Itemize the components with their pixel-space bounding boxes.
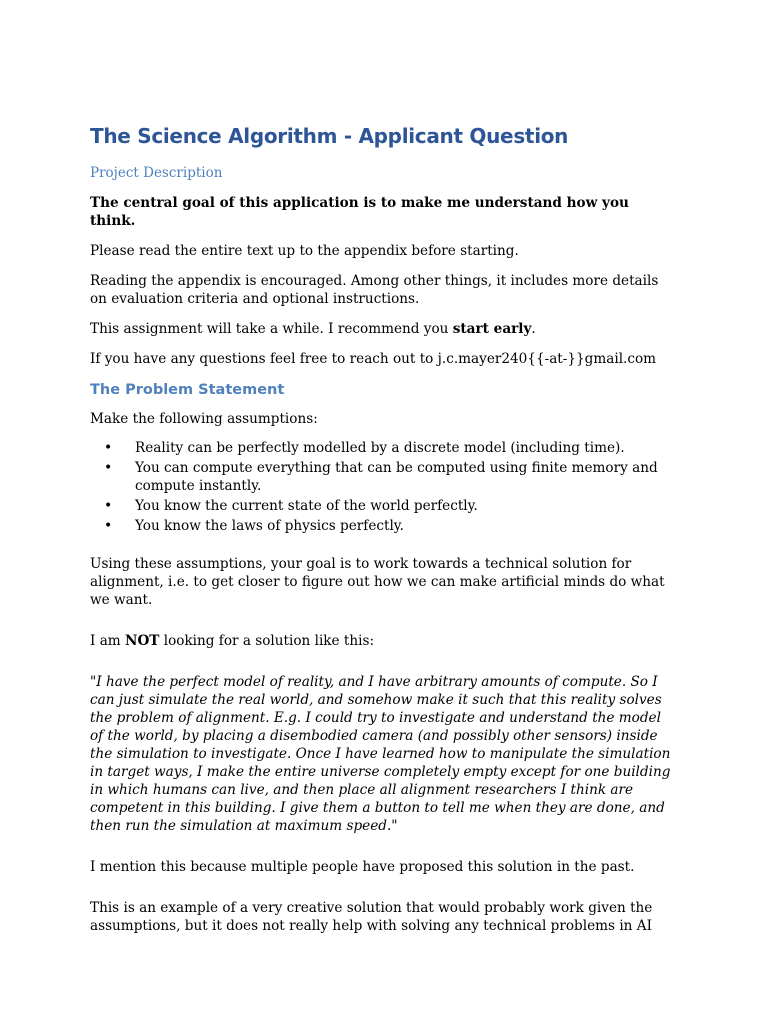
document-title: The Science Algorithm - Applicant Question [90, 124, 569, 148]
problem-statement-heading: The Problem Statement [90, 382, 285, 398]
document-body [90, 124, 675, 935]
not-text-pre: I am [90, 633, 126, 649]
assignment-paragraph [90, 320, 675, 338]
not-looking-paragraph [90, 632, 675, 650]
read-entire-paragraph: Please read the entire text up to the appendix before starting. [90, 243, 519, 259]
assumptions-list [90, 439, 675, 535]
list-item: • You know the laws of physics perfectly. [90, 517, 675, 535]
contact-paragraph: If you have any questions feel free to reach out to j.c.mayer240{{-at-}}gmail.com [90, 351, 657, 367]
start-early-emphasis: start early [452, 321, 532, 337]
example-paragraph: This is an example of a very creative solution that would probably work given the assumptions, but it does not really help with solving any technical problems in AI [90, 900, 653, 934]
list-item: • Reality can be perfectly modelled by a discrete model (including time). [90, 439, 675, 457]
not-emphasis: NOT [125, 633, 160, 649]
example-quote: "I have the perfect model of reality, and I have arbitrary amounts of compute. So I can just simulate the real world, and somehow make it such that this reality solves the problem of alignment. E.g. I could try to investigate and understand the model of the world, by placing a disembodied camera (and possibly other sensors) inside the simulation to investigate. Once I have learned how to manipulate the simulation in target ways, I make the entire universe completely empty except for one building in which humans can live, and then place all alignment researchers I think are competent in this building. I give them a button to tell me when they are done, and then run the simulation at maximum speed." [90, 674, 671, 834]
assignment-text-post: . [531, 321, 536, 337]
mention-paragraph: I mention this because multiple people have proposed this solution in the past. [90, 859, 635, 875]
goal-paragraph: Using these assumptions, your goal is to work towards a technical solution for alignment, i.e. to get closer to figure out how we can make artificial minds do what we want. [90, 556, 665, 608]
assignment-text-pre: This assignment will take a while. I recommend you [90, 321, 453, 337]
list-item: • You know the current state of the world perfectly. [90, 497, 675, 515]
not-text-post: looking for a solution like this: [159, 633, 375, 649]
list-item: • You can compute everything that can be computed using finite memory and compute instantly. [90, 459, 675, 495]
document-subtitle: Project Description [90, 165, 223, 181]
appendix-paragraph: Reading the appendix is encouraged. Among other things, it includes more details on evaluation criteria and optional instructions. [90, 273, 659, 307]
assumptions-intro: Make the following assumptions: [90, 411, 318, 427]
central-goal-paragraph: The central goal of this application is to make me understand how you think. [90, 195, 629, 229]
